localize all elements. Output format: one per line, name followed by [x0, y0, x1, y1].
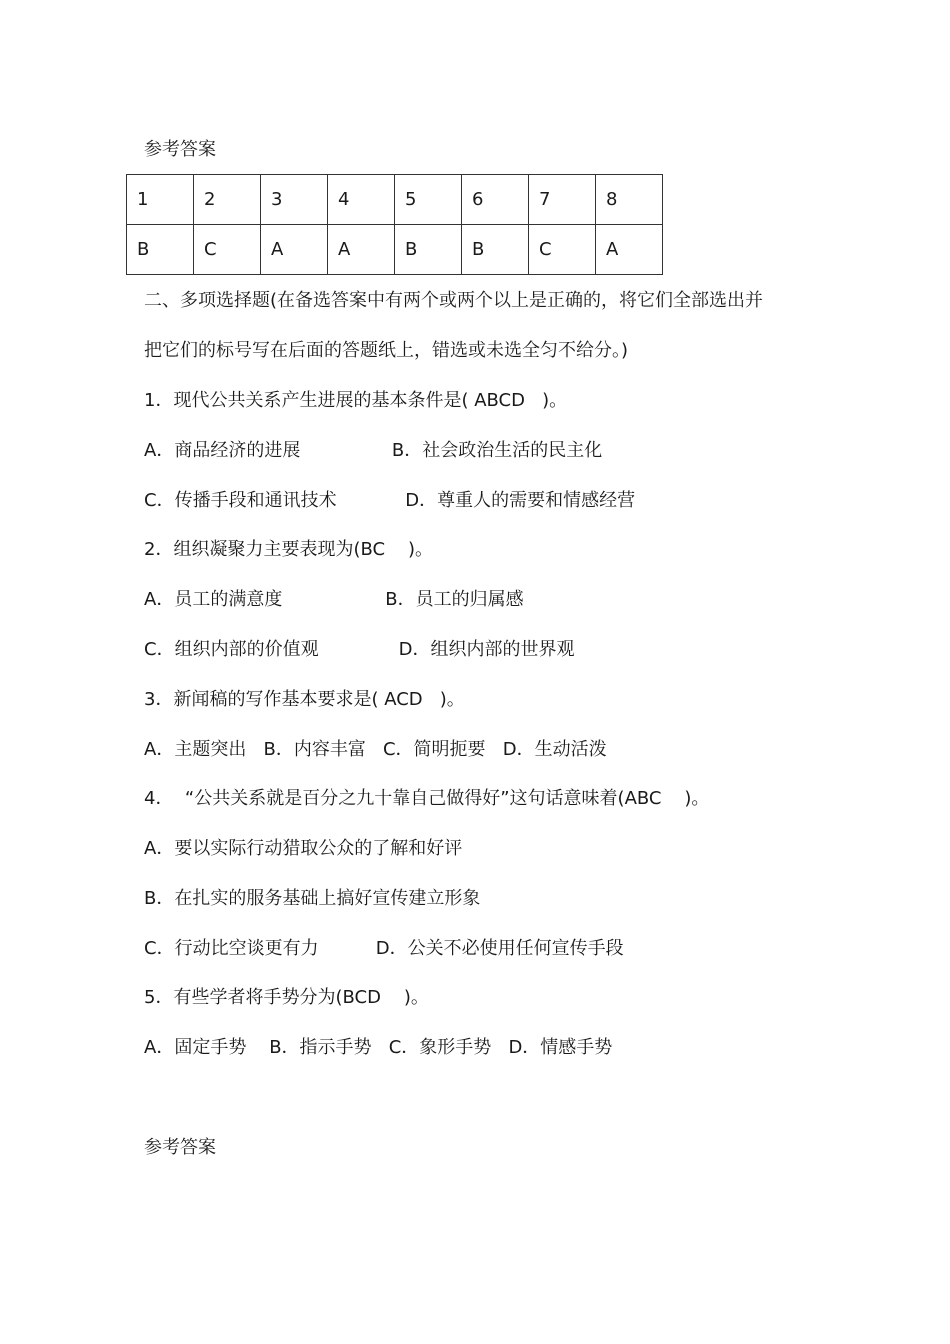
question-4-options: A．要以实际行动猎取公众的了解和好评: [144, 838, 463, 859]
question-4-options: C．行动比空谈更有力 D．公关不必使用任何宣传手段: [144, 938, 624, 959]
question-2-options: C．组织内部的价值观 D．组织内部的世界观: [144, 639, 575, 660]
table-cell: C: [529, 225, 596, 275]
section-title-line-2: 把它们的标号写在后面的答题纸上，错选或未选全匀不给分。): [144, 340, 629, 361]
section-title-line-1: 二、多项选择题(在备选答案中有两个或两个以上是正确的，将它们全部选出并: [144, 290, 764, 311]
answer-heading-bottom: 参考答案: [144, 1137, 216, 1158]
table-cell: C: [194, 225, 261, 275]
table-cell: B: [127, 225, 194, 275]
answer-table-answer-row: [127, 225, 663, 275]
question-4-options: B．在扎实的服务基础上搞好宣传建立形象: [144, 888, 481, 909]
question-4-stem: 4． “公共关系就是百分之九十靠自己做得好”这句话意味着(ABC )。: [144, 788, 710, 809]
answer-heading-top: 参考答案: [144, 139, 216, 160]
question-1-options: C．传播手段和通讯技术 D．尊重人的需要和情感经营: [144, 490, 636, 511]
answer-table-number-row: [127, 175, 663, 225]
question-2-options: A．员工的满意度 B．员工的归属感: [144, 589, 524, 610]
table-cell: 1: [127, 175, 194, 225]
table-cell: 7: [529, 175, 596, 225]
question-1-stem: 1．现代公共关系产生进展的基本条件是( ABCD )。: [144, 390, 568, 411]
table-cell: B: [462, 225, 529, 275]
table-cell: 8: [596, 175, 663, 225]
question-3-options: A．主题突出 B．内容丰富 C．简明扼要 D．生动活泼: [144, 739, 607, 760]
question-1-options: A．商品经济的进展 B．社会政治生活的民主化: [144, 440, 603, 461]
table-cell: A: [328, 225, 395, 275]
question-5-options: A．固定手势 B．指示手势 C．象形手势 D．情感手势: [144, 1037, 613, 1058]
table-cell: A: [596, 225, 663, 275]
table-cell: 4: [328, 175, 395, 225]
table-cell: 2: [194, 175, 261, 225]
table-cell: 6: [462, 175, 529, 225]
table-cell: 3: [261, 175, 328, 225]
table-cell: B: [395, 225, 462, 275]
question-3-stem: 3．新闻稿的写作基本要求是( ACD )。: [144, 689, 465, 710]
question-2-stem: 2．组织凝聚力主要表现为(BC )。: [144, 539, 433, 560]
question-5-stem: 5．有些学者将手势分为(BCD )。: [144, 987, 429, 1008]
answer-table: [126, 174, 663, 275]
table-cell: 5: [395, 175, 462, 225]
table-cell: A: [261, 225, 328, 275]
